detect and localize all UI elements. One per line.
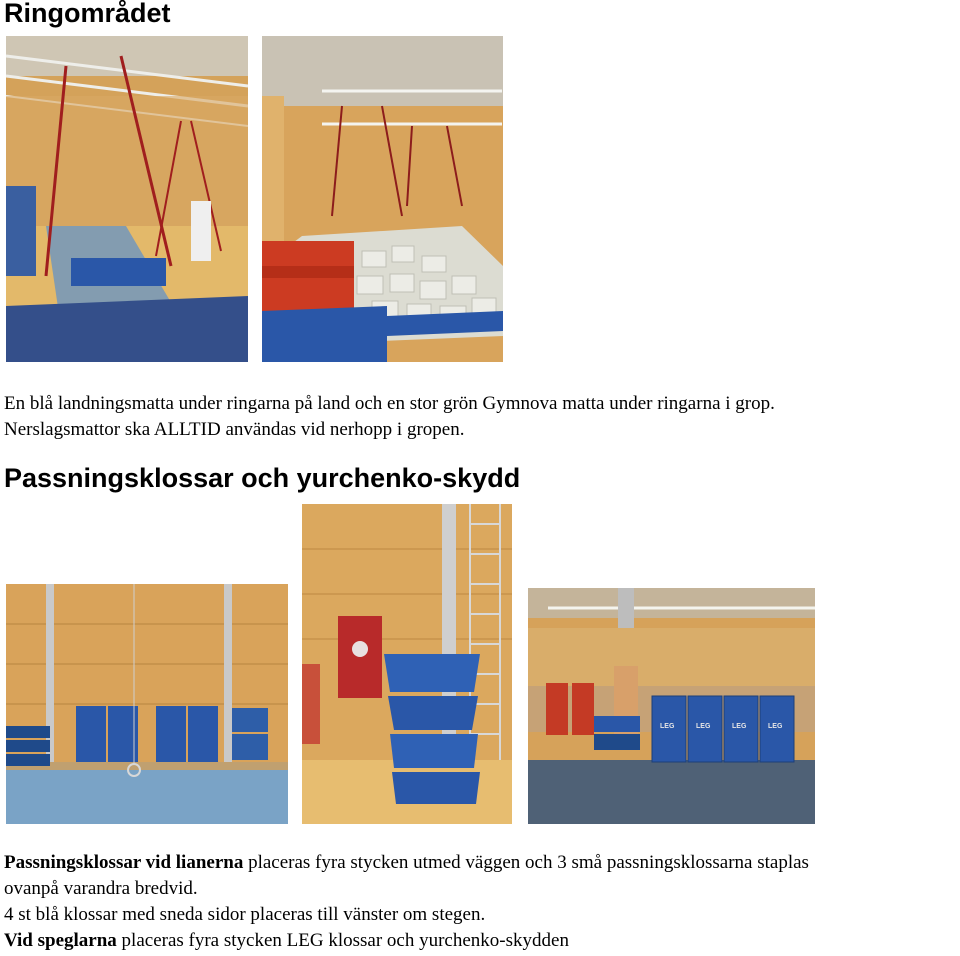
leg-block-label: LEG bbox=[732, 723, 747, 730]
section-heading: Passningsklossar och yurchenko-skydd bbox=[4, 463, 521, 493]
rings-area-photo bbox=[6, 36, 248, 362]
rings-description bbox=[4, 391, 775, 443]
page-title: Ringområdet bbox=[4, 0, 171, 28]
blocks-description-text: placeras fyra stycken utmed väggen och 3 små passningsklossarna staplas bbox=[243, 852, 809, 873]
blocks-description-text: 4 st blå klossar med sneda sidor placeras till vänster om stegen. bbox=[4, 904, 486, 925]
rings-description-line: En blå landningsmatta under ringarna på land och en stor grön Gymnova matta under ringarna i grop. bbox=[4, 393, 775, 414]
leg-blocks-photo bbox=[528, 588, 815, 824]
foam-pit-photo bbox=[262, 36, 503, 362]
blocks-description-emphasis: Vid speglarna bbox=[4, 930, 117, 951]
blocks-description bbox=[4, 850, 809, 954]
leg-block-label: LEG bbox=[768, 723, 783, 730]
stacked-blocks-photo bbox=[302, 504, 512, 824]
blocks-description-emphasis: Passningsklossar vid lianerna bbox=[4, 852, 244, 873]
leg-block-label: LEG bbox=[660, 723, 675, 730]
leg-block-label: LEG bbox=[696, 723, 711, 730]
blocks-description-text: placeras fyra stycken LEG klossar och yurchenko-skydden bbox=[116, 930, 569, 951]
rings-description-line: Nerslagsmattor ska ALLTID användas vid nerhopp i gropen. bbox=[4, 419, 465, 440]
wall-blocks-photo bbox=[6, 584, 288, 824]
blocks-description-text: ovanpå varandra bredvid. bbox=[4, 878, 198, 899]
